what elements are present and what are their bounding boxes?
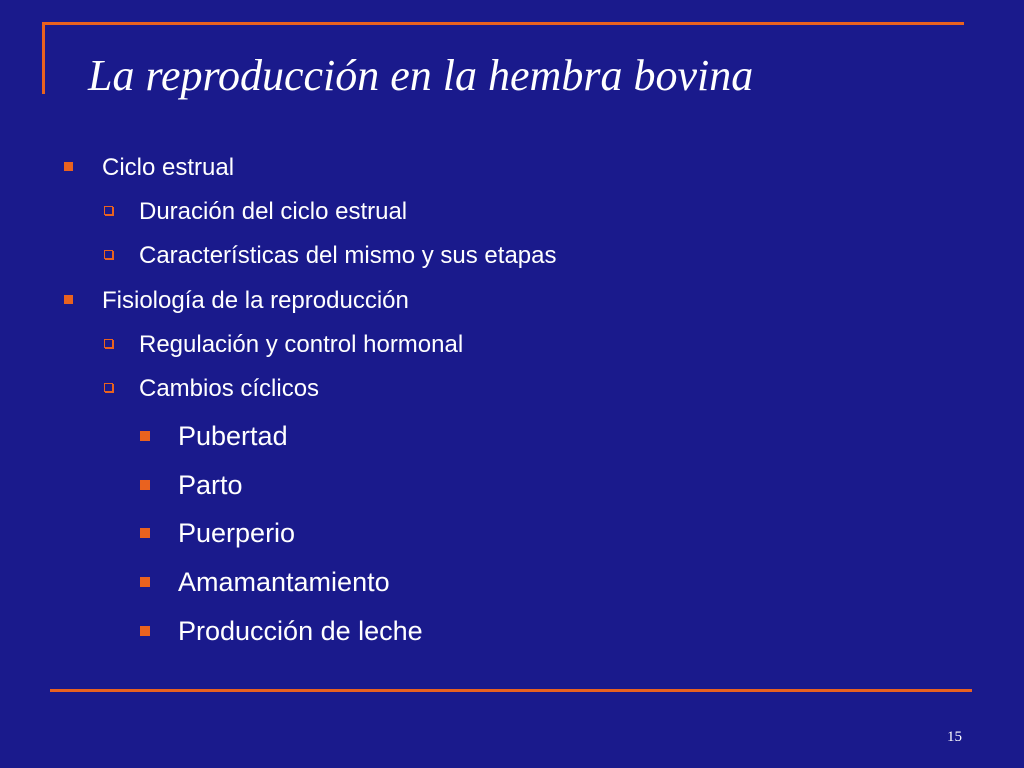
bullet-text: Ciclo estrual (102, 154, 235, 181)
hollow-square-bullet-icon (104, 250, 113, 259)
bullet-item (64, 156, 234, 180)
sub-sub-bullet-item (140, 423, 288, 450)
sub-bullet-item (104, 200, 407, 224)
slide-title: La reproducción en la hembra bovina (88, 51, 754, 100)
hollow-square-bullet-icon (104, 339, 113, 348)
sub-bullet-item (104, 333, 463, 357)
sub-sub-bullet-text: Producción de leche (178, 616, 423, 646)
frame-bottom-line (50, 689, 972, 692)
square-bullet-icon (64, 295, 73, 304)
bullet-text: Fisiología de la reproducción (102, 287, 409, 314)
square-bullet-icon (140, 528, 150, 538)
square-bullet-icon (140, 626, 150, 636)
frame-top-line (42, 22, 964, 25)
sub-sub-bullet-item (140, 569, 390, 596)
sub-sub-bullet-text: Parto (178, 470, 243, 500)
bullet-item (64, 289, 409, 313)
hollow-square-bullet-icon (104, 383, 113, 392)
hollow-square-bullet-icon (104, 206, 113, 215)
square-bullet-icon (64, 162, 73, 171)
sub-sub-bullet-text: Puerperio (178, 518, 296, 548)
sub-bullet-text: Duración del ciclo estrual (139, 198, 408, 225)
sub-bullet-text: Regulación y control hormonal (139, 331, 464, 358)
square-bullet-icon (140, 431, 150, 441)
sub-bullet-item (104, 377, 319, 401)
sub-sub-bullet-item (140, 520, 295, 547)
sub-bullet-text: Cambios cíclicos (139, 375, 320, 402)
sub-sub-bullet-item (140, 618, 423, 645)
square-bullet-icon (140, 577, 150, 587)
sub-sub-bullet-item (140, 472, 243, 499)
square-bullet-icon (140, 480, 150, 490)
sub-bullet-item (104, 244, 556, 268)
page-number: 15 (947, 729, 962, 745)
sub-sub-bullet-text: Pubertad (178, 421, 288, 451)
sub-sub-bullet-text: Amamantamiento (178, 567, 390, 597)
frame-left-line (42, 22, 45, 94)
sub-bullet-text: Características del mismo y sus etapas (139, 242, 557, 269)
